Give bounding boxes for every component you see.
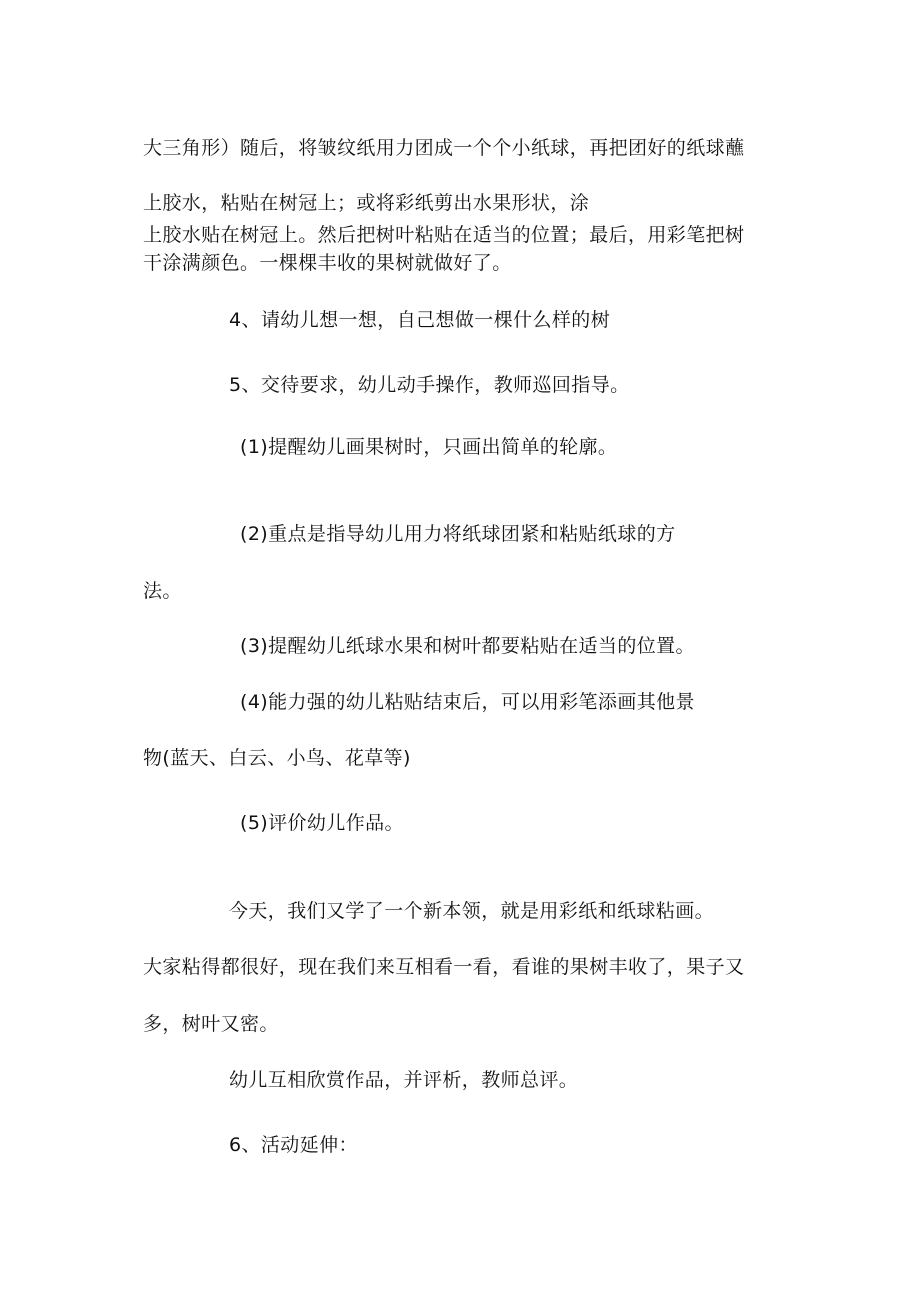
paragraph-line: 干涂满颜色。一棵棵丰收的果树就做好了。 xyxy=(143,252,512,274)
section-heading: 6、活动延伸： xyxy=(229,1134,358,1156)
paragraph-line: 大家粘得都很好，现在我们来互相看一看，看谁的果树丰收了，果子又 xyxy=(143,956,745,978)
paragraph-line: 物(蓝天、白云、小鸟、花草等) xyxy=(143,747,411,769)
sub-item: (3)提醒幼儿纸球水果和树叶都要粘贴在适当的位置。 xyxy=(240,635,695,657)
paragraph-line: 法。 xyxy=(143,580,182,602)
sub-item: (2)重点是指导幼儿用力将纸球团紧和粘贴纸球的方 xyxy=(240,523,676,545)
paragraph-line: 上胶水贴在树冠上。然后把树叶粘贴在适当的位置；最后，用彩笔把树 xyxy=(143,224,745,246)
paragraph-line: 上胶水，粘贴在树冠上；或将彩纸剪出水果形状，涂 xyxy=(143,192,590,214)
sub-item: (5)评价幼儿作品。 xyxy=(240,812,404,834)
sub-item: (4)能力强的幼儿粘贴结束后，可以用彩笔添画其他景 xyxy=(240,691,695,713)
paragraph-line: 幼儿互相欣赏作品，并评析，教师总评。 xyxy=(229,1069,579,1091)
list-item: 5、交待要求，幼儿动手操作，教师巡回指导。 xyxy=(229,374,630,396)
paragraph-line: 大三角形）随后，将皱纹纸用力团成一个个小纸球，再把团好的纸球蘸 xyxy=(143,137,745,159)
paragraph-line: 多，树叶又密。 xyxy=(143,1013,279,1035)
list-item: 4、请幼儿想一想，自己想做一棵什么样的树 xyxy=(229,309,611,331)
paragraph-line: 今天，我们又学了一个新本领，就是用彩纸和纸球粘画。 xyxy=(229,900,715,922)
sub-item: (1)提醒幼儿画果树时，只画出简单的轮廓。 xyxy=(240,436,618,458)
